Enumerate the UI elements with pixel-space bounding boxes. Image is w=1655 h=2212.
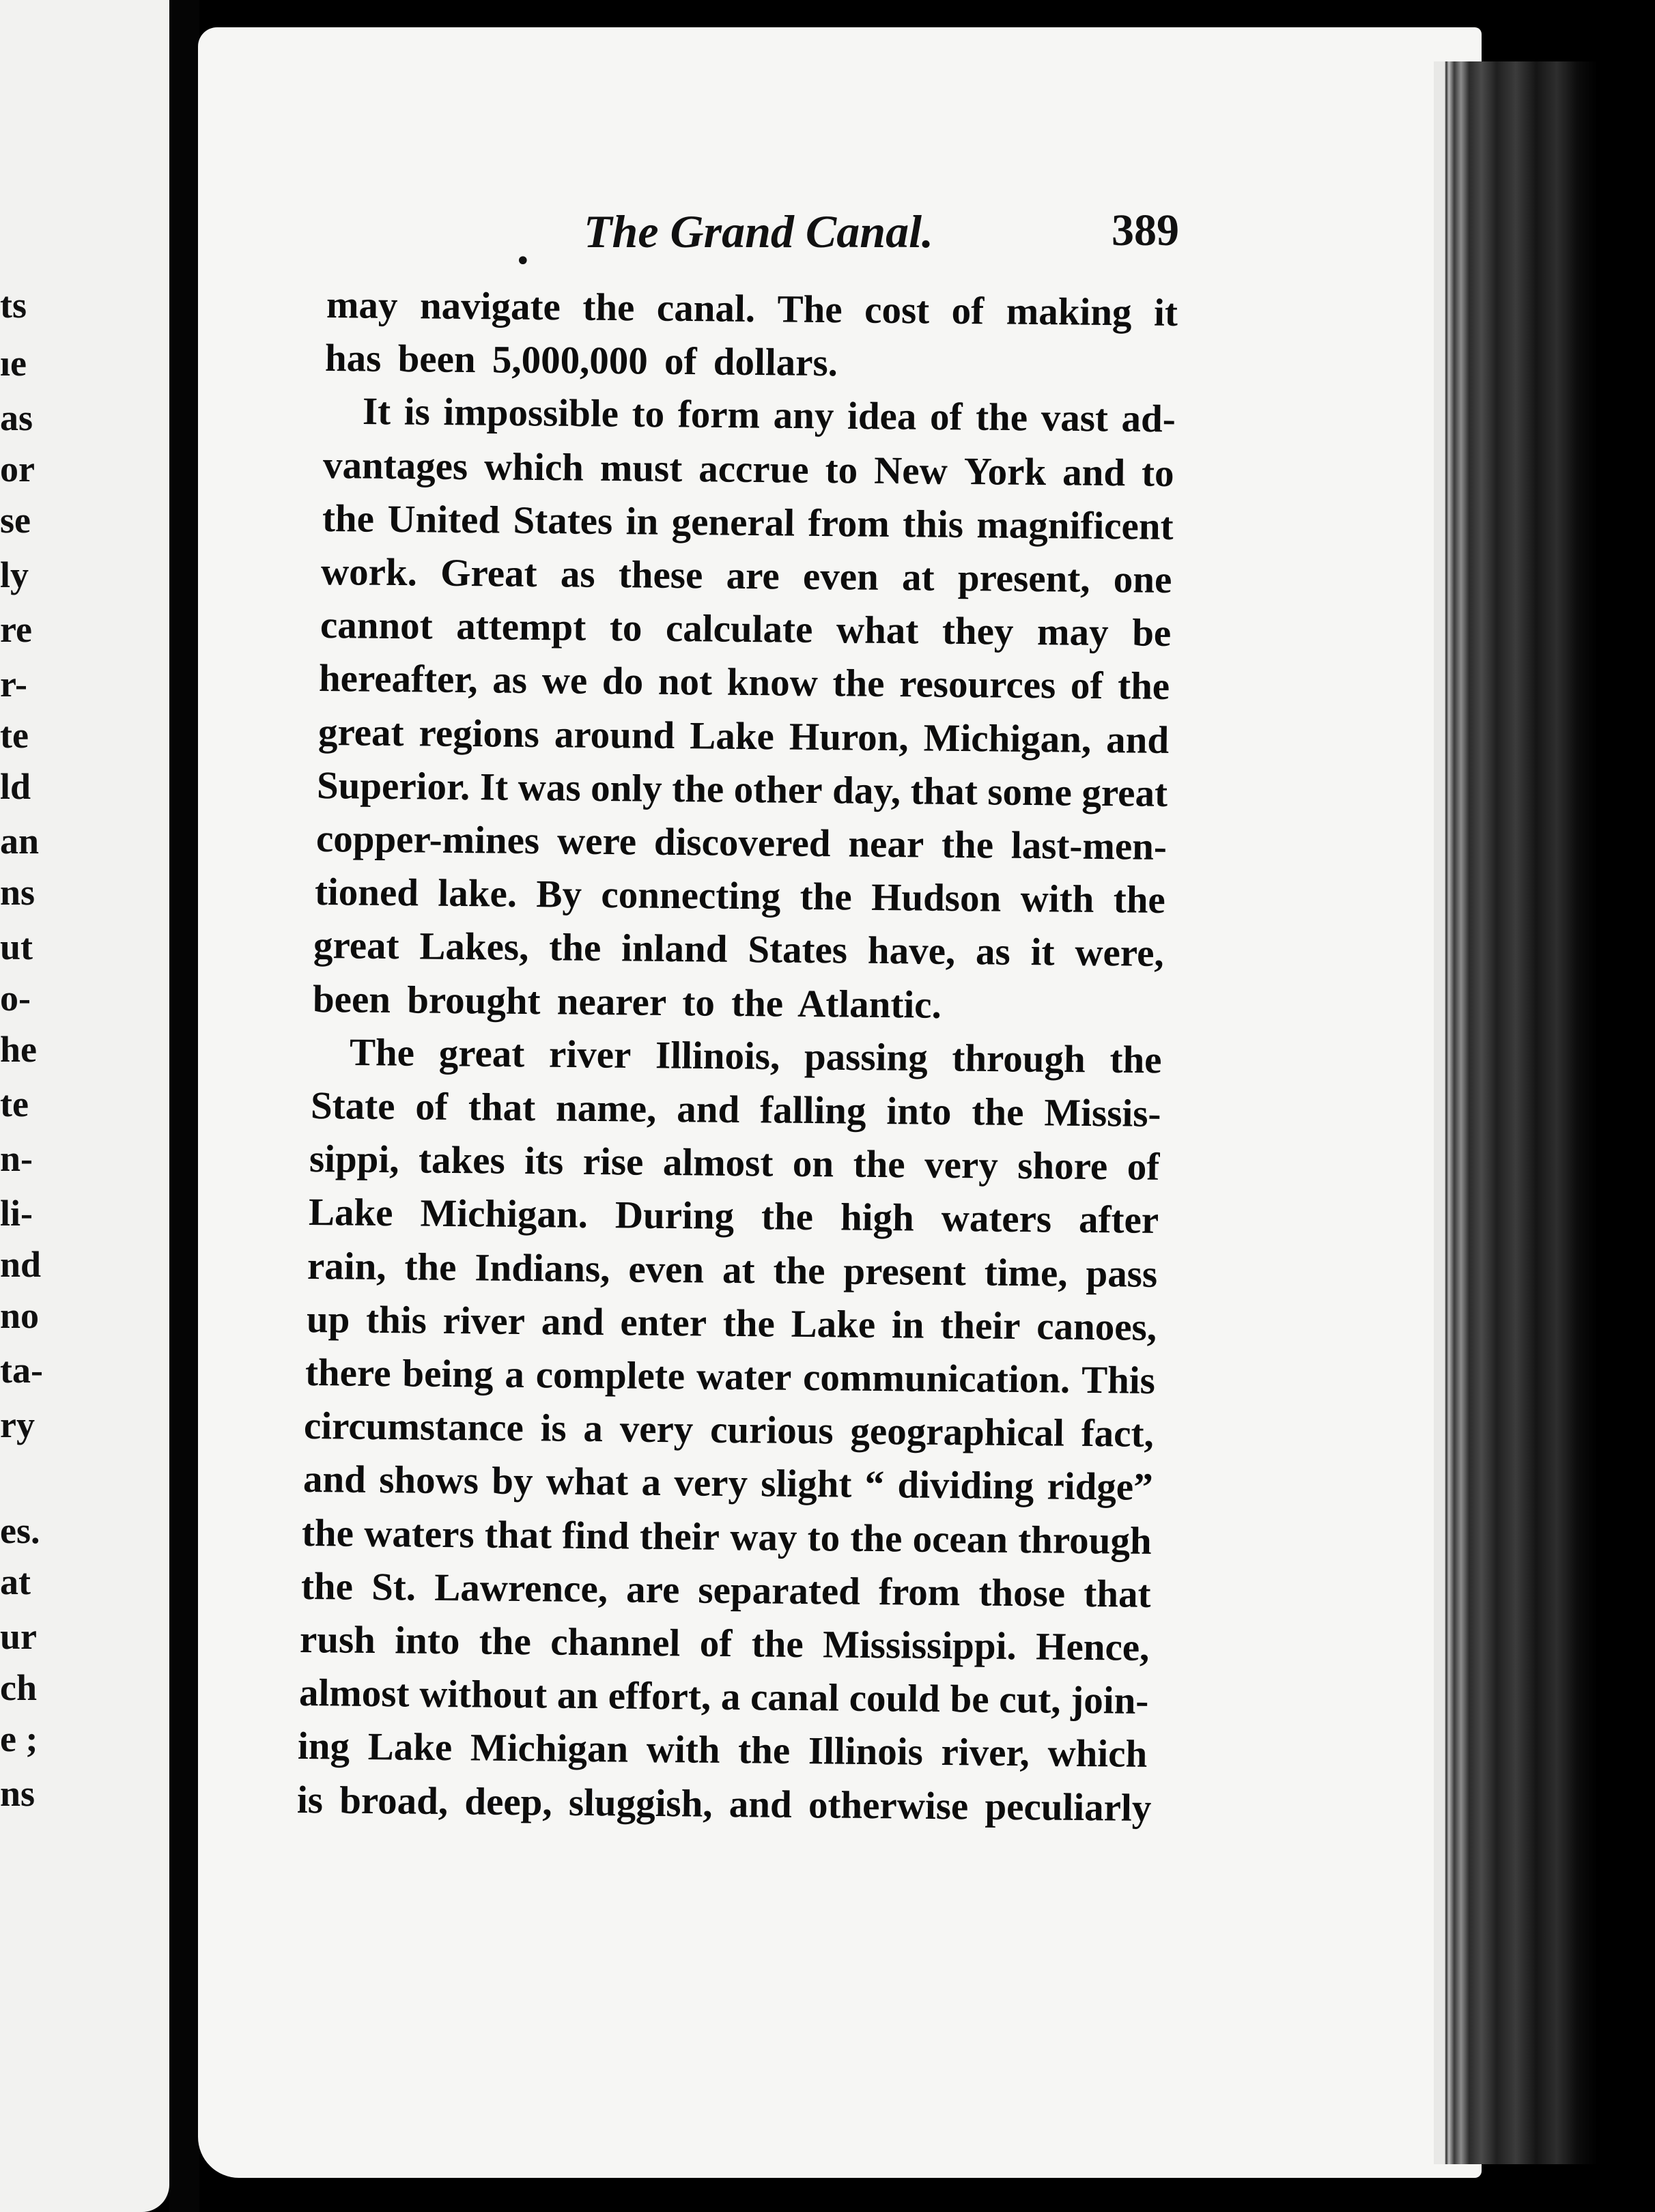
text-line: been brought nearer to the Atlantic. (312, 977, 942, 1027)
left-page-fragment: ry (0, 1404, 35, 1445)
left-page-fragment: es. (0, 1510, 40, 1551)
text-line: great regions around Lake Huron, Michigan, and (317, 710, 1169, 762)
text-line: is broad, deep, sluggish, and otherwise peculiarly (296, 1778, 1152, 1830)
left-page-fragment: ut (0, 926, 33, 967)
left-page-fragment: nd (0, 1244, 42, 1285)
text-line: circumstance is a very curious geographical fact, (304, 1404, 1155, 1456)
left-page-fragment: o- (0, 978, 31, 1019)
text-line: and shows by what a very slight “ dividing ridge” (302, 1458, 1153, 1509)
text-line: there being a complete water communication. This (305, 1351, 1156, 1402)
text-line: the waters that find their way to the ocean through (302, 1511, 1152, 1563)
text-line: The great river Illinois, passing through the (349, 1030, 1163, 1082)
text-line: It is impossible to form any idea of the vast ad- (362, 390, 1176, 441)
page-number: 389 (1112, 205, 1179, 255)
text-line: rain, the Indians, even at the present time, pass (307, 1244, 1158, 1296)
left-page-fragment: or (0, 449, 35, 490)
text-line: great Lakes, the inland States have, as it were, (313, 924, 1165, 976)
left-page-fragment: e ; (0, 1718, 38, 1759)
left-page-fragment: n- (0, 1138, 33, 1179)
text-line: up this river and enter the Lake in their canoes, (306, 1297, 1157, 1349)
left-page-fragment: ly (0, 554, 29, 595)
text-line: rush into the channel of the Mississippi. Hence, (299, 1618, 1150, 1669)
left-page-fragment: ns (0, 1773, 36, 1814)
text-line: Lake Michigan. During the high waters after (308, 1191, 1159, 1243)
text-line: the United States in general from this magnificent (322, 496, 1174, 548)
left-page-fragment: te (0, 1083, 29, 1124)
left-page-fragment: ta- (0, 1350, 43, 1391)
text-line: Superior. It was only the other day, that some great (316, 763, 1168, 815)
left-page-fragment: se (0, 500, 31, 541)
left-page-fragment: te (0, 715, 29, 756)
text-line: the St. Lawrence, are separated from those that (300, 1564, 1151, 1616)
left-page-fragment: li- (0, 1193, 33, 1234)
text-line: vantages which must accrue to New York and to (323, 443, 1175, 495)
left-page-fragment: ur (0, 1616, 37, 1657)
left-page-fragment: ch (0, 1667, 37, 1708)
text-line: sippi, takes its rise almost on the very shore of (309, 1137, 1160, 1189)
left-page-fragment: he (0, 1029, 37, 1070)
text-line: hereafter, as we do not know the resources of the (318, 657, 1170, 709)
left-page-fragment: ns (0, 872, 36, 913)
text-line: work. Great as these are even at present, one (320, 550, 1172, 601)
text-line: copper-mines were discovered near the last-men- (315, 817, 1167, 868)
left-page-fragment: no (0, 1295, 40, 1336)
left-page-fragment: r- (0, 664, 27, 705)
text-line: may navigate the canal. The cost of making it (326, 283, 1178, 335)
ink-dot: • (515, 246, 531, 277)
running-title: The Grand Canal. (584, 205, 933, 257)
left-page-fragment: ts (0, 285, 27, 326)
text-line: almost without an effort, a canal could be cut, join- (298, 1671, 1149, 1723)
left-page-fragment: at (0, 1561, 31, 1602)
left-page-fragment: ıe (0, 343, 27, 384)
left-page-fragment: an (0, 821, 40, 862)
text-line: State of that name, and falling into the Missis- (310, 1084, 1161, 1135)
text-line: tioned lake. By connecting the Hudson with the (314, 870, 1166, 922)
text-line: cannot attempt to calculate what they may be (320, 604, 1172, 655)
left-page-fragment: as (0, 397, 33, 438)
left-page-fragment: re (0, 609, 32, 650)
text-line: has been 5,000,000 of dollars. (325, 337, 838, 385)
text-line: ing Lake Michigan with the Illinois river, which (297, 1725, 1148, 1776)
left-page-fragment: ld (0, 766, 31, 807)
